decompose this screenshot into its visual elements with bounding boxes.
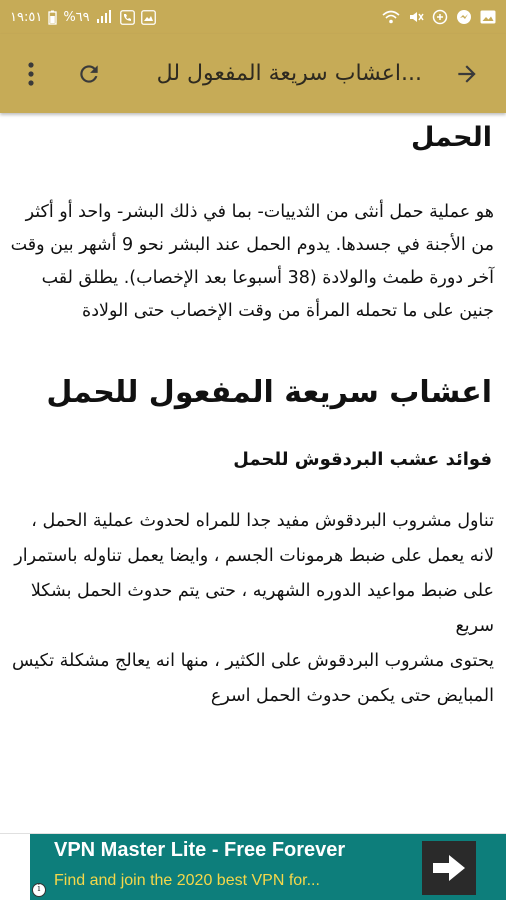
- overflow-menu-button[interactable]: [6, 49, 56, 99]
- article-heading: اعشاب سريعة المفعول للحمل: [46, 375, 492, 410]
- paragraph-marjoram-benefits: تناول مشروب البردقوش مفيد جدا للمراه لحدوث عملية الحمل ، لانه يعمل على ضبط هرمونات الجسم ، وايضا يعمل تناوله باستمرار على ضبط مواعيد الدوره الشهريه ، حتى يتم حدوث الحمل بشكلا سريع: [14, 511, 494, 636]
- menu-icon: [27, 61, 35, 87]
- messenger-icon: [456, 9, 472, 25]
- signal-icon: [96, 10, 114, 24]
- phone-icon: [120, 10, 135, 25]
- article-content: [0, 113, 506, 833]
- battery-icon: [48, 10, 57, 25]
- ad-content[interactable]: [30, 834, 506, 900]
- status-left: [10, 10, 156, 25]
- battery-percent: %٦٩: [63, 9, 90, 25]
- arrow-right-icon: [431, 853, 467, 883]
- back-button[interactable]: [442, 49, 492, 99]
- refresh-icon: [76, 61, 102, 87]
- subheading-marjoram: فوائد عشب البردقوش للحمل: [233, 449, 492, 470]
- page-title: اعشاب سريعة المفعول لل...: [156, 61, 422, 86]
- ad-subtitle[interactable]: Find and join the 2020 best VPN for...: [54, 872, 320, 889]
- image-icon: [141, 10, 156, 25]
- ad-open-button[interactable]: [422, 841, 476, 895]
- ad-info-icon[interactable]: i: [32, 883, 46, 897]
- status-right: [382, 9, 496, 25]
- wifi-icon: [382, 10, 400, 24]
- paragraph-marjoram-more: يحتوى مشروب البردقوش على الكثير ، منها انه يعالج مشكلة تكيس المبايض حتى يكمن حدوث الحمل اسرع: [11, 651, 494, 706]
- section-heading-pregnancy: الحمل: [410, 122, 492, 153]
- app-toolbar: [0, 34, 506, 113]
- back-arrow-icon: [454, 61, 480, 87]
- ad-title[interactable]: VPN Master Lite - Free Forever: [54, 839, 346, 861]
- time: ١٩:٥١: [10, 9, 43, 25]
- refresh-button[interactable]: [64, 49, 114, 99]
- ad-banner[interactable]: [0, 833, 506, 900]
- paragraph-pregnancy-definition: هو عملية حمل أنثى من الثدييات- بما في ذلك البشر- واحد أو أكثر من الأجنة في جسدها. يدوم الحمل عند البشر نحو 9 أشهر بين وقت آخر دورة طمث والولادة (38 أسبوعا بعد الإخصاب). يطلق لقب جنين على ما تحمله المرأة من وقت الإخصاب حتى الولادة: [10, 202, 494, 321]
- mute-icon: [408, 10, 424, 24]
- gallery-icon: [480, 10, 496, 24]
- data-saver-icon: [432, 9, 448, 25]
- status-bar: [0, 0, 506, 34]
